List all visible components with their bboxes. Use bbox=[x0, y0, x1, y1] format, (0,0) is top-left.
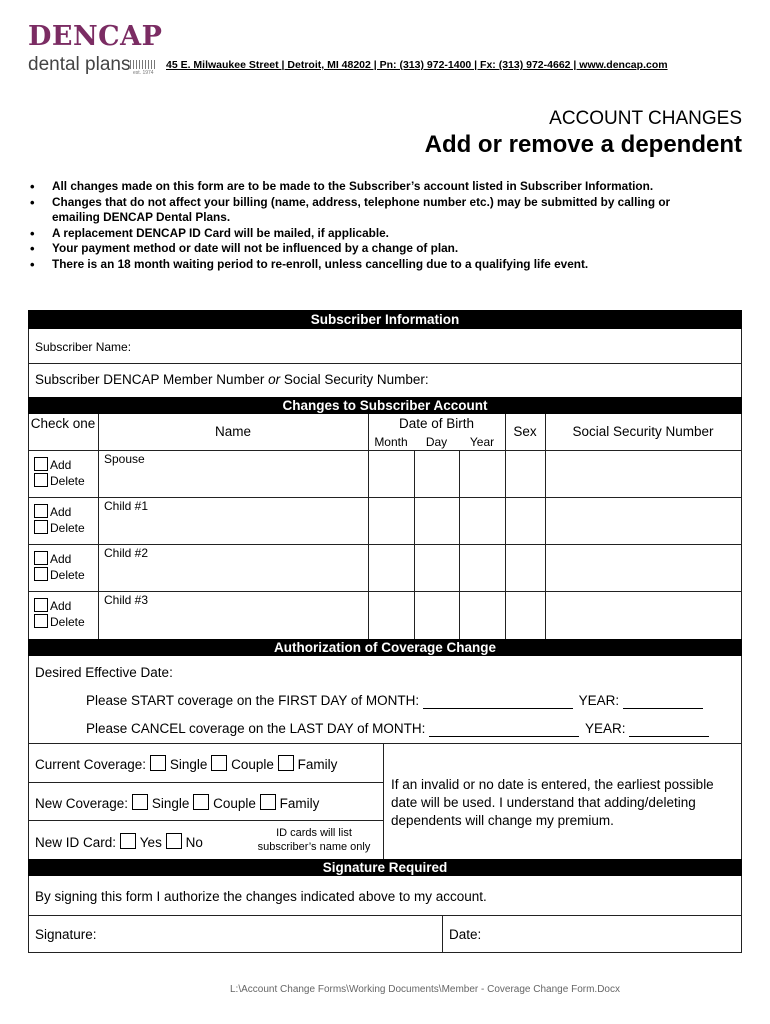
child1-check-group bbox=[34, 504, 85, 536]
start-month-field[interactable] bbox=[423, 693, 573, 709]
authorize-statement: By signing this form I authorize the changes indicated above to my account. bbox=[35, 889, 487, 904]
current-family-checkbox[interactable]: Family bbox=[278, 757, 338, 772]
date-label: Date: bbox=[449, 927, 482, 942]
authorization-heading: Authorization of Coverage Change bbox=[28, 639, 742, 656]
subscriber-name-field[interactable] bbox=[128, 334, 728, 360]
col-sex-header: Sex bbox=[513, 424, 537, 439]
row-label-spouse: Spouse bbox=[104, 452, 145, 466]
new-coverage-row: New Coverage: Single Couple Family bbox=[35, 796, 320, 811]
list-item: • All changes made on this form are to be made to the Subscriber’s account listed in Subscriber Information. bbox=[30, 179, 720, 195]
id-card-note: ID cards will list subscriber’s name only bbox=[257, 827, 371, 853]
list-item: • Your payment method or date will not be influenced by a change of plan. bbox=[30, 241, 720, 257]
cancel-year-field[interactable] bbox=[629, 721, 709, 737]
current-couple-checkbox[interactable]: Couple bbox=[211, 757, 274, 772]
delete-checkbox[interactable]: Delete bbox=[34, 520, 85, 536]
logo-name: DENCAP bbox=[28, 21, 163, 52]
instructions-list bbox=[30, 179, 720, 272]
list-item: • There is an 18 month waiting period to re-enroll, unless cancelling due to a qualifying life event. bbox=[30, 257, 720, 273]
page-title: ACCOUNT CHANGES bbox=[549, 108, 742, 129]
list-item: • Changes that do not affect your billing (name, address, telephone number etc.) may be submitted by calling or emailing DENCAP Dental Plans. bbox=[30, 195, 720, 226]
effective-date-label: Desired Effective Date: bbox=[35, 665, 173, 680]
invalid-date-note: If an invalid or no date is entered, the earliest possible date will be used. I understand that adding/deleting dependents will change my premium. bbox=[391, 777, 714, 828]
current-coverage-row: Current Coverage: Single Couple Family bbox=[35, 757, 338, 772]
subscriber-name-label: Subscriber Name: bbox=[35, 340, 132, 354]
start-year-field[interactable] bbox=[623, 693, 703, 709]
start-coverage-row: Please START coverage on the FIRST DAY of MONTH: YEAR: bbox=[86, 693, 703, 709]
row-label-child-3: Child #3 bbox=[104, 593, 149, 607]
cancel-month-field[interactable] bbox=[429, 721, 579, 737]
add-checkbox[interactable]: Add bbox=[34, 598, 85, 614]
cancel-coverage-row: Please CANCEL coverage on the LAST DAY of MONTH: YEAR: bbox=[86, 721, 709, 737]
member-number-field[interactable] bbox=[433, 366, 733, 394]
id-card-no-checkbox[interactable]: No bbox=[166, 835, 203, 850]
child3-check-group bbox=[34, 598, 85, 630]
account-change-form bbox=[28, 310, 742, 953]
logo-tagline: dental plans bbox=[28, 54, 131, 75]
col-day-header: Day bbox=[425, 435, 448, 449]
logo-est: est. 1974 bbox=[133, 70, 154, 76]
delete-checkbox[interactable]: Delete bbox=[34, 473, 85, 489]
signature-label: Signature: bbox=[35, 927, 97, 942]
row-label-child-2: Child #2 bbox=[104, 546, 149, 560]
new-couple-checkbox[interactable]: Couple bbox=[193, 796, 256, 811]
delete-checkbox[interactable]: Delete bbox=[34, 614, 85, 630]
spouse-check-group bbox=[34, 457, 85, 489]
changes-heading: Changes to Subscriber Account bbox=[28, 397, 742, 414]
add-checkbox[interactable]: Add bbox=[34, 457, 85, 473]
date-field[interactable] bbox=[488, 918, 736, 950]
col-check-header: Check one bbox=[30, 416, 96, 431]
footer-path: L:\Account Change Forms\Working Documents\Member - Coverage Change Form.Docx bbox=[230, 984, 620, 995]
subscriber-info-heading: Subscriber Information bbox=[28, 310, 742, 329]
member-number-label: Subscriber DENCAP Member Number or Social Security Number: bbox=[35, 372, 429, 387]
list-item: • A replacement DENCAP ID Card will be mailed, if applicable. bbox=[30, 226, 720, 242]
col-month-header: Month bbox=[374, 435, 408, 449]
signature-field[interactable] bbox=[108, 918, 438, 950]
current-single-checkbox[interactable]: Single bbox=[150, 757, 208, 772]
add-checkbox[interactable]: Add bbox=[34, 504, 85, 520]
col-year-header: Year bbox=[469, 435, 495, 449]
add-checkbox[interactable]: Add bbox=[34, 551, 85, 567]
new-family-checkbox[interactable]: Family bbox=[260, 796, 320, 811]
col-ssn-header: Social Security Number bbox=[572, 424, 714, 439]
contact-address: 45 E. Milwaukee Street | Detroit, MI 48202 | Pn: (313) 972-1400 | Fx: (313) 972-4662 | www.dencap.com bbox=[166, 59, 668, 71]
logo-barcode-icon bbox=[130, 60, 156, 69]
page-subtitle: Add or remove a dependent bbox=[424, 131, 742, 158]
col-name-header: Name bbox=[214, 424, 251, 439]
signature-heading: Signature Required bbox=[28, 859, 742, 876]
delete-checkbox[interactable]: Delete bbox=[34, 567, 85, 583]
id-card-yes-checkbox[interactable]: Yes bbox=[120, 835, 162, 850]
child2-check-group bbox=[34, 551, 85, 583]
row-label-child-1: Child #1 bbox=[104, 499, 149, 513]
col-dob-header: Date of Birth bbox=[398, 416, 475, 431]
new-id-card-row: New ID Card: Yes No bbox=[35, 835, 203, 850]
new-single-checkbox[interactable]: Single bbox=[132, 796, 190, 811]
